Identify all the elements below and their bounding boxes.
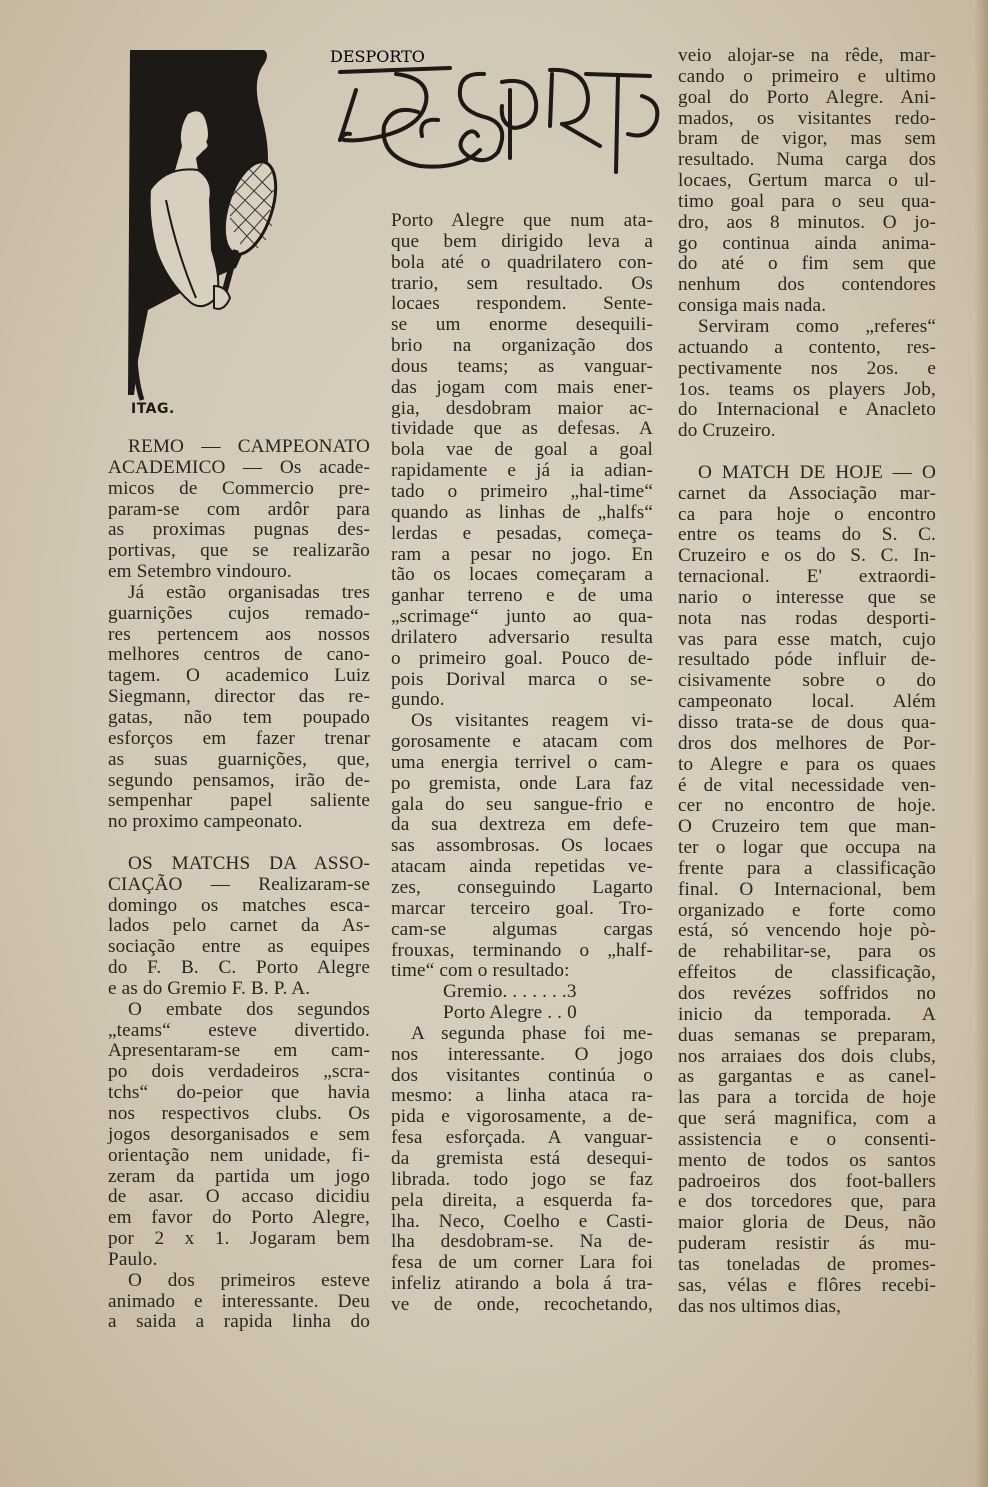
text-line: nos respectivos clubs. Os bbox=[108, 1103, 370, 1124]
column-1 bbox=[108, 437, 370, 1333]
text-line: resultado. Numa carga dos bbox=[678, 149, 936, 171]
text-line: jogos desorganisados e sem bbox=[108, 1123, 370, 1145]
text-line: cando o primeiro e ultimo bbox=[678, 65, 936, 87]
team-name: Gremio bbox=[443, 981, 503, 1003]
text-line: trario, sem resultado. Os bbox=[391, 272, 653, 294]
text-line: cam-se algumas cargas bbox=[391, 918, 653, 940]
text-line: locaes respondem. Sente- bbox=[391, 293, 653, 315]
text-line: lha. Neco, Coelho e Casti- bbox=[391, 1210, 653, 1232]
text-line: atacam ainda repetidas ve- bbox=[391, 856, 653, 878]
text-line: duas semanas se preparam, bbox=[678, 1024, 936, 1046]
text-line: goal do Porto Alegre. Ani- bbox=[678, 86, 936, 108]
text-line: sas, vélas e flôres recebi- bbox=[678, 1274, 936, 1296]
text-line: final. O Internacional, bem bbox=[678, 878, 936, 900]
text-line: as gargantas e as canel- bbox=[678, 1066, 936, 1088]
text-line: ve de onde, recochetando, bbox=[391, 1293, 653, 1315]
score-row-gremio bbox=[391, 982, 653, 1003]
text-line: melhores centros de cano- bbox=[108, 644, 370, 666]
text-line: effeitos de classificação, bbox=[678, 962, 936, 984]
text-line: das nos ultimos dias, bbox=[678, 1295, 842, 1317]
text-line: é de vital necessidade ven- bbox=[678, 774, 936, 796]
text-line: gala do seu sangue-frio e bbox=[391, 793, 653, 815]
text-line: lados pelo carnet da As- bbox=[108, 915, 370, 937]
masthead-desporto-logo bbox=[330, 47, 670, 182]
text-line: padroeiros dos foot-ballers bbox=[678, 1170, 936, 1192]
text-line: infeliz atirando a bola á tra- bbox=[391, 1273, 653, 1295]
text-line: campeonato local. Além bbox=[678, 691, 936, 713]
text-line: Cruzeiro e os do S. C. In- bbox=[678, 545, 936, 567]
text-line: guarnições cujos remado- bbox=[108, 602, 370, 624]
text-line: REMO — CAMPEONATO bbox=[128, 436, 370, 457]
text-line: maior gloria de Deus, não bbox=[678, 1212, 936, 1234]
text-line: vas para esse match, cujo bbox=[678, 628, 936, 650]
text-line: ternacional. E' extraordi- bbox=[678, 566, 936, 588]
text-line: das jogam com mais ener- bbox=[391, 376, 653, 398]
text-line: no proximo campeonato. bbox=[108, 811, 303, 833]
text-line: fesa de um corner Lara foi bbox=[391, 1252, 653, 1274]
text-line: da gremista está desequi- bbox=[391, 1147, 653, 1169]
article-match-de-hoje bbox=[678, 463, 936, 1318]
text-line: lha desdobram-se. Na de- bbox=[391, 1231, 653, 1253]
text-line: organizado e forte como bbox=[678, 899, 936, 921]
tennis-player-illustration bbox=[126, 50, 296, 420]
text-line: Apresentaram-se em cam- bbox=[108, 1040, 370, 1062]
text-line: do até o fim sem que bbox=[678, 253, 936, 275]
text-line: do Internacional e Anacleto bbox=[678, 399, 936, 421]
text-line: Já estão organisadas tres bbox=[128, 581, 370, 603]
text-line: as suas guarnições, que, bbox=[108, 748, 370, 770]
leader-dots: . . bbox=[547, 1002, 563, 1024]
text-line: tado o primeiro „hal-time“ bbox=[391, 480, 653, 502]
team-name: Porto Alegre bbox=[443, 1002, 543, 1024]
text-line: sempenhar papel saliente bbox=[108, 790, 370, 812]
text-line: inicio da temporada. A bbox=[678, 1003, 936, 1025]
text-line: da sua dextreza em defe- bbox=[391, 814, 653, 836]
artist-signature: ITAG. bbox=[131, 401, 175, 417]
masthead-title: DESPORTO bbox=[330, 47, 425, 66]
text-line: time“ com o resultado: bbox=[391, 960, 570, 982]
text-line: Porto Alegre que num ata- bbox=[391, 210, 653, 231]
text-line: ganhar terreno e de uma bbox=[391, 585, 653, 607]
text-line: Paulo. bbox=[108, 1248, 158, 1270]
text-line: entre os teams do S. C. bbox=[678, 524, 936, 546]
column-3 bbox=[678, 46, 936, 1317]
text-line: e dos torcedores que, para bbox=[678, 1191, 936, 1213]
score-row-porto-alegre bbox=[391, 1003, 653, 1024]
text-line: nario o interesse que se bbox=[678, 586, 936, 608]
team-goals: 0 bbox=[567, 1002, 577, 1024]
text-line: pois Dorival marca o se- bbox=[391, 668, 653, 690]
text-line: nos arraiaes dos dois clubs, bbox=[678, 1045, 936, 1067]
text-line: „teams“ esteve divertido. bbox=[108, 1019, 370, 1041]
text-line: que será magnifica, com a bbox=[678, 1108, 936, 1130]
text-line: rapidamente e já ia adian- bbox=[391, 460, 653, 482]
article-matchs-continued bbox=[391, 211, 653, 982]
text-line: mados, os visitantes redo- bbox=[678, 107, 936, 129]
text-line: por 2 x 1. Jogaram bem bbox=[108, 1228, 370, 1250]
text-line: tividade que as defesas. A bbox=[391, 418, 653, 440]
text-line: lerdas e pesadas, começa- bbox=[391, 522, 653, 544]
text-line: 1os. teams os players Job, bbox=[678, 378, 936, 400]
text-line: em favor do Porto Alegre, bbox=[108, 1207, 370, 1229]
text-line: frouxas, terminando o „half- bbox=[391, 939, 653, 961]
leader-dots: . . . . . . . bbox=[502, 981, 567, 1003]
text-line: ACADEMICO — Os acade- bbox=[108, 456, 370, 478]
text-line: „scrimage“ junto ao qua- bbox=[391, 606, 653, 628]
text-line: de asar. O accaso dicidiu bbox=[108, 1186, 370, 1208]
text-line: dros dos melhores de Por- bbox=[678, 732, 936, 754]
text-line: bram de vigor, mas sem bbox=[678, 128, 936, 150]
text-line: dos revézes soffridos no bbox=[678, 982, 936, 1004]
text-line: sas assombrosas. Os locaes bbox=[391, 835, 653, 857]
column-2 bbox=[391, 211, 653, 1316]
text-line: resultado póde influir de- bbox=[678, 649, 936, 671]
article-remo bbox=[108, 437, 370, 833]
text-line: Siegmann, director das re- bbox=[108, 686, 370, 708]
text-line: OS MATCHS DA ASSO- bbox=[128, 852, 370, 874]
section-gap bbox=[108, 833, 370, 854]
text-line: actuando a contento, res- bbox=[678, 336, 936, 358]
text-line: frente para a classificação bbox=[678, 857, 936, 879]
text-line: domingo os matches esca- bbox=[108, 894, 370, 916]
text-line: mesmo: a linha ataca ra- bbox=[391, 1085, 653, 1107]
text-line: e as do Gremio F. B. P. A. bbox=[108, 977, 311, 999]
article-matchs-associacao bbox=[108, 854, 370, 1333]
text-line: do Cruzeiro. bbox=[678, 420, 776, 442]
text-line: O Cruzeiro tem que man- bbox=[678, 816, 936, 838]
text-line: las para a torcida de hoje bbox=[678, 1087, 936, 1109]
text-line: nos interessante. O jogo bbox=[391, 1043, 653, 1065]
text-line: mento de todos os santos bbox=[678, 1149, 936, 1171]
text-line: portivas, que se realizarão bbox=[108, 540, 370, 562]
text-line: param-se com ardôr para bbox=[108, 498, 370, 520]
text-line: po dois verdadeiros „scra- bbox=[108, 1061, 370, 1083]
halftime-score-table bbox=[391, 982, 653, 1024]
text-line: locaes, Gertum marca o ul- bbox=[678, 170, 936, 192]
text-line: zes, conseguindo Lagarto bbox=[391, 877, 653, 898]
text-line: to Alegre e para os quaes bbox=[678, 753, 936, 775]
text-line: consiga mais nada. bbox=[678, 295, 827, 317]
text-line: em Setembro vindouro. bbox=[108, 561, 292, 583]
text-line: animado e interessante. Deu bbox=[108, 1290, 370, 1312]
text-line: ca para hoje o encontro bbox=[678, 503, 936, 525]
text-line: tchs“ do-peior que havia bbox=[108, 1082, 370, 1104]
text-line: as proximas pugnas des- bbox=[108, 519, 370, 541]
text-line: pectivamente nos 2os. e bbox=[678, 357, 936, 379]
text-line: tagem. O academico Luiz bbox=[108, 665, 370, 687]
article-matchs-conclusion bbox=[678, 46, 936, 442]
text-line: sociação entre as equipes bbox=[108, 936, 370, 958]
text-line: O embate dos segundos bbox=[128, 998, 370, 1020]
section-gap bbox=[678, 442, 936, 463]
text-line: quando as linhas de „halfs“ bbox=[391, 501, 653, 523]
text-line: gatas, não tem poupado bbox=[108, 706, 370, 728]
text-line: CIAÇÃO — Realizaram-se bbox=[108, 873, 370, 895]
text-line: dos visitantes continúa o bbox=[391, 1064, 653, 1086]
text-line: nenhum dos contendores bbox=[678, 274, 936, 296]
text-line: esforços em fazer trenar bbox=[108, 727, 370, 749]
text-line: cer no encontro de hoje. bbox=[678, 795, 936, 817]
text-line: uma energia terrivel o cam- bbox=[391, 751, 653, 773]
text-line: O MATCH DE HOJE — O bbox=[698, 461, 936, 483]
text-line: orientação nem unidade, fi- bbox=[108, 1144, 370, 1166]
text-line: Os visitantes reagem vi- bbox=[411, 710, 653, 732]
text-line: cisivamente sobre o do bbox=[678, 670, 936, 692]
text-line: dro, aos 8 minutos. O jo- bbox=[678, 211, 936, 233]
text-line: do F. B. C. Porto Alegre bbox=[108, 957, 370, 979]
text-line: pela direita, a esquerda fa- bbox=[391, 1189, 653, 1211]
text-line: veio alojar-se na rêde, mar- bbox=[678, 45, 936, 66]
text-line: assistencia e o consenti- bbox=[678, 1128, 936, 1150]
text-line: nota nas rodas desporti- bbox=[678, 607, 936, 629]
text-line: puderam resistir ás mu- bbox=[678, 1233, 936, 1255]
text-line: carnet da Associação mar- bbox=[678, 482, 936, 504]
text-line: gorosamente e atacam com bbox=[391, 731, 653, 753]
text-line: pida e vigorosamente, a de- bbox=[391, 1106, 653, 1128]
text-line: ram a pesar no jogo. En bbox=[391, 543, 653, 565]
text-line: se um enorme desequili- bbox=[391, 314, 653, 336]
text-line: disso trata-se de dous qua- bbox=[678, 712, 936, 733]
text-line: go continua ainda anima- bbox=[678, 232, 936, 254]
text-line: a saida a rapida linha do bbox=[108, 1311, 370, 1333]
text-line: librada. todo jogo se faz bbox=[391, 1168, 653, 1190]
article-second-phase bbox=[391, 1024, 653, 1316]
text-line: bola vae de goal a goal bbox=[391, 439, 653, 461]
text-line: Serviram como „referes“ bbox=[698, 315, 936, 337]
text-line: ter o logar que occupa na bbox=[678, 837, 936, 859]
text-line: que bem dirigido leva a bbox=[391, 230, 653, 252]
text-line: marcar terceiro goal. Tro- bbox=[391, 897, 653, 919]
page-edge-shadow bbox=[974, 0, 988, 1487]
text-line: gundo. bbox=[391, 689, 445, 711]
text-line: fesa esforçada. A vanguar- bbox=[391, 1127, 653, 1149]
text-line: tas toneladas de promes- bbox=[678, 1253, 936, 1275]
text-line: A segunda phase foi me- bbox=[411, 1022, 653, 1044]
text-line: timo goal para o seu qua- bbox=[678, 190, 936, 212]
text-line: brio na organização dos bbox=[391, 335, 653, 357]
text-line: gia, desdobram maior ac- bbox=[391, 397, 653, 419]
text-line: micos de Commercio pre- bbox=[108, 477, 370, 499]
text-line: po gremista, onde Lara faz bbox=[391, 772, 653, 794]
text-line: de rehabilitar-se, para os bbox=[678, 941, 936, 963]
text-line: O dos primeiros esteve bbox=[128, 1269, 370, 1291]
text-line: segundo pensamos, irão de- bbox=[108, 769, 370, 791]
text-line: está, só vencendo hoje pò- bbox=[678, 920, 936, 942]
text-line: drilatero adversario resulta bbox=[391, 626, 653, 648]
text-line: dous teams; as vanguar- bbox=[391, 355, 653, 377]
text-line: zeram da partida um jogo bbox=[108, 1165, 370, 1187]
text-line: bola até o quadrilatero con- bbox=[391, 251, 653, 273]
team-goals: 3 bbox=[566, 981, 577, 1003]
text-line: o primeiro goal. Pouco de- bbox=[391, 647, 653, 669]
text-line: res pertencem aos nossos bbox=[108, 623, 370, 645]
text-line: tão os locaes começaram a bbox=[391, 564, 653, 586]
